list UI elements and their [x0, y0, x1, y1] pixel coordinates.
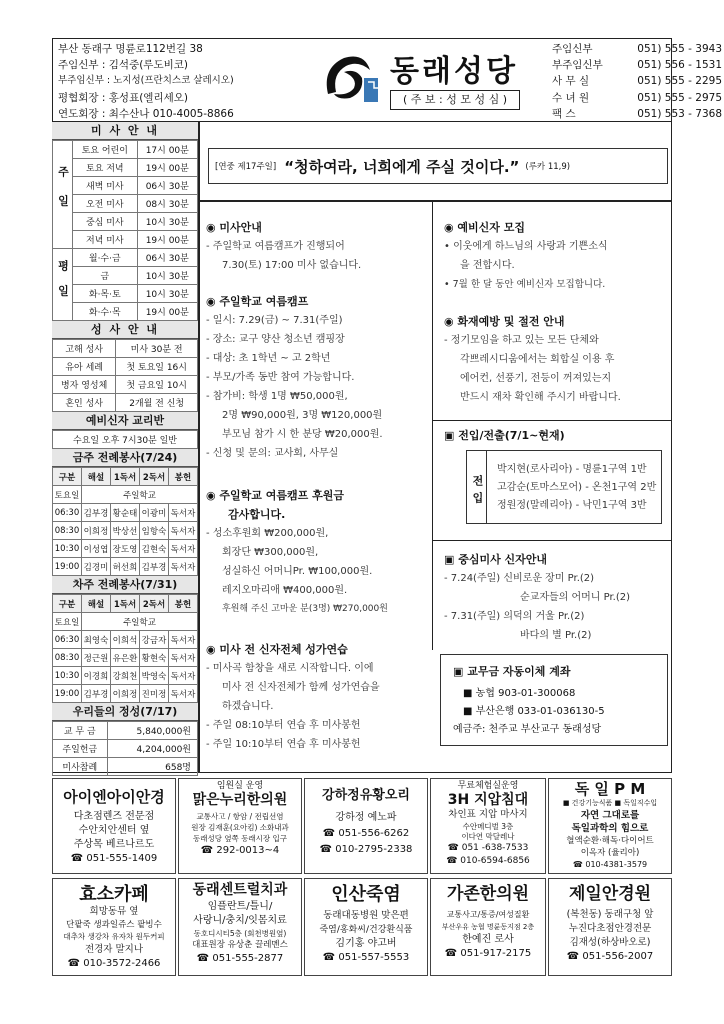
news-fire-safety: ◉ 화재예방 및 절전 안내 - 정기모임을 하고 있는 모든 단체와 각쁘레시디움에서는 회합실 이용 후 에어컨, 선풍기, 전등이 꺼져있는지 반드시 재차 확인해 주시기 바랍니다.	[444, 315, 621, 403]
mid-divider	[432, 200, 433, 650]
mass-intention: ▣ 중심미사 신자안내 - 7.24(주일) 신비로운 장미 Pr.(2) 순교자들의 어머니 Pr.(2) - 7.31(주일) 의덕의 거울 Pr.(2) 바다의 별 Pr.(2)	[444, 553, 631, 641]
ad-duck-restaurant: 강하정유황오리 강하정 예노파 ☎ 051-556-6262 ☎ 010-2795-2338	[304, 778, 428, 874]
transfer-title: ▣ 전입/전출(7/1~현재)	[444, 429, 565, 442]
ad-bamboo-salt: 인산죽염 동래대동병원 맞은편 죽염/홍화씨/건강환식품 김기홍 야고버 ☎ 051-557-5553	[304, 878, 428, 976]
patron-saint: ( 주 보 : 성 모 성 심 )	[390, 90, 520, 110]
sacrament-title: 성 사 안 내	[52, 321, 198, 339]
ad-dental-central: 동래센트럴치과 임플란트/틀니/ 사랑니/충치/잇몸치료 동호디시티5층 (회천병원옆) 대표원장 유상춘 끌레멘스 ☎ 051-555-2877	[178, 878, 302, 976]
news-mass: ◉ 미사안내 - 주일학교 여름캠프가 진행되어 7.30(토) 17:00 미사 없습니다.	[206, 221, 362, 271]
sunday-label: 주일	[53, 141, 73, 249]
duty2-table: 구분 해설 1독서 2독서 봉헌 토요일 주일학교 06:30 최영숙 이희석 강금자 독서자 08:30 정근원 유은환 황현숙 독서자 10:30 이경희 강희천 박영숙 독서자 19:00 김부경 이희정 진미정 독서자	[52, 594, 198, 703]
offering-table: 교 무 금 5,840,000원 주일헌금 4,204,000원 미사참례 658명	[52, 721, 198, 776]
catechism-title: 예비신자 교리반	[52, 412, 198, 430]
transfer-box: 전입 박지현(로사리아) - 명륜1구역 1반 고감순(토마스모어) - 온천1구역 2반 정원정(말레리아) - 낙민1구역 3반	[466, 450, 662, 524]
bulletin-header	[52, 38, 722, 122]
right-divider-1	[433, 420, 672, 421]
parish-title: 동래성당	[390, 54, 518, 89]
ad-jeil-optical: 제일안경원 (복천동) 동래구청 앞 누진다초점안경전문 김재성(하상바오로) ☎ 051-556-2007	[548, 878, 672, 976]
contact-list: 주임신부 051) 555 - 3943 부주임신부 051) 556 - 1531 사 무 실 051) 555 - 2295 수 녀 원 051) 555 - 2975 팩 스 051) 553 - 7368	[552, 43, 722, 120]
duty2-title: 차주 전례봉사(7/31)	[52, 576, 198, 594]
parish-address: 부산 동래구 명륜로112번길 38	[58, 43, 203, 55]
ad-enzyme-cafe: 효소카페 희망동뮤 옆 단팥죽 생과일쥬스 팥빙수 대추차 생강차 유자차 원두커피 전경자 말지나 ☎ 010-3572-2466	[52, 878, 176, 976]
right-divider-2	[433, 540, 672, 541]
ad-clinic-malgeunnuri: 임원실 운영 맑은누리한의원 교통사고 / 항암 / 전립선염 원장 김재훈(요아킴) 소화내과 동래성당 옆쪽 동래시장 입구 ☎ 292-0013~4	[178, 778, 302, 874]
bank-account-box: ▣ 교무금 자동이체 계좌 ■ 농협 903-01-300068 ■ 부산은행 033-01-036130-5 예금주: 천주교 부산교구 동래성당	[440, 654, 668, 746]
news-camp-donation: ◉ 주일학교 여름캠프 후원금 감사합니다. - 성소후원회 ₩200,000원, 회장단 ₩300,000원, 성실하신 어머니Pr. ₩100,000원. 레지오마리애 ₩400,000원. 후원해 주신 고마운 분(3명) ₩270,000원	[206, 489, 388, 614]
ad-gajon-clinic: 가존한의원 교통사고/통증/여성질환 부산우유 농협 명륜동지점 2층 한예진 로사 ☎ 051-917-2175	[430, 878, 546, 976]
clergy-info: 부산 동래구 명륜로112번길 38 주임신부 : 김석중(루도비코) 부주임신부 : 노지성(프란치스코 살레시오) 평협회장 : 홍성표(엘리세오) 연도회장 : 최수산나 010-4005-8866	[58, 41, 308, 122]
news-camp: ◉ 주일학교 여름캠프 - 일시: 7.29(금) ~ 7.31(주일) - 장소: 교구 양산 청소년 캠핑장 - 대상: 초 1학년 ~ 고 2학년 - 부모/가족 동반 참여 가능합니다. - 참가비: 학생 1명 ₩50,000원, 2명 ₩90,000원, 3명 ₩120,000원 부모님 참가 시 한 분당 ₩20,000원. - 신청 및 문의: 교사회, 사무실	[206, 295, 383, 459]
verse-divider	[200, 200, 672, 202]
mass-table: 주일 토요 어린이 17시 00분 토요 저녁 19시 00분 새벽 미사 06시 30분 오전 미사 08시 30분 중심 미사 10시 30분 저녁 미사 19시 00분 평일 월·수·금 06시 30분 금 10시 30분 화·목·토 10시 30분 화·수·목 19시 00분	[52, 140, 198, 321]
ad-acupressure-bed: 무료체험실운영 3H 지압침대 차인표 지압 마사지 수안메디벌 3층 이다연 막달레나 ☎ 051 -638-7533 ☎ 010-6594-6856	[430, 778, 546, 874]
news-choir: ◉ 미사 전 신자전체 성가연습 - 미사곡 함창을 새로 시작합니다. 이에 미사 전 신자전체가 함께 성가연습을 하겠습니다. - 주일 08:10부터 연습 후 미사봉헌 - 주일 10:10부터 연습 후 미사봉헌	[206, 643, 380, 750]
duty1-table: 구분 해설 1독서 2독서 봉헌 토요일 주일학교 06:30 김부경 황순태 이광미 독서자 08:30 이희정 박상선 임항숙 독서자 10:30 이성엽 장도영 김현숙 독서자 19:00 김경미 허선희 김부경 독서자	[52, 467, 198, 576]
duty1-title: 금주 전례봉사(7/24)	[52, 449, 198, 467]
left-column	[52, 122, 198, 776]
column-divider	[198, 122, 200, 773]
weekday-label: 평일	[53, 249, 73, 321]
ad-optical-ini: 아이엔아이안경 다초점렌즈 전문점 수안치안센터 옆 주상목 베르나르도 ☎ 051-555-1409	[52, 778, 176, 874]
sacrament-table: 고해 성사 미사 30분 전 유아 세례 첫 토요일 16시 병자 영성체 첫 금요일 10시 혼인 성사 2개월 전 신청	[52, 339, 198, 412]
mass-title: 미 사 안 내	[52, 122, 198, 140]
news-catechumen: ◉ 예비신자 모집 • 이웃에게 하느님의 사랑과 기쁜소식 을 전합시다. • 7월 한 달 동안 예비신자 모집합니다.	[444, 221, 608, 290]
parish-logo-icon	[318, 48, 382, 108]
offering-title: 우리들의 정성(7/17)	[52, 703, 198, 721]
gospel-verse: [연중 제17주일] “청하여라, 너희에게 주실 것이다.” (루카 11,9)	[208, 148, 668, 184]
catechism-table: 수요일 오후 7시30분 일반	[52, 430, 198, 449]
ad-germany-pm: 독 일 P M ■ 건강기능식품 ■ 독일직수입 자연 그대로를 독일과학의 힘으로 혈액순환·해독·다이어트 이옥자 (율리아) ☎ 010-4381-3579	[548, 778, 672, 874]
